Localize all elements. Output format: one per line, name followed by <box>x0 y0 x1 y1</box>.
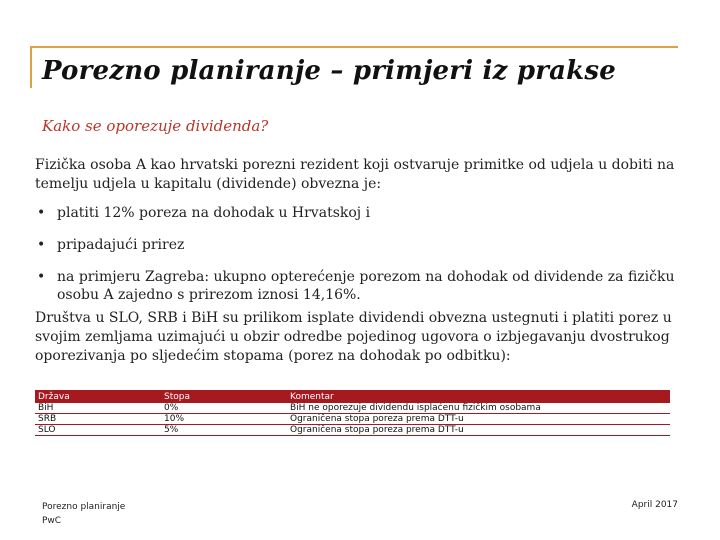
table-row <box>35 403 670 414</box>
list-item <box>35 236 685 254</box>
table-header-row <box>35 390 670 403</box>
table-cell: BiH ne oporezuje dividendu isplaćenu fizičkim osobama <box>287 403 670 414</box>
footer-source <box>42 500 125 528</box>
header-rule-side <box>30 46 32 88</box>
header-rule <box>30 46 678 48</box>
bullet-icon: • <box>37 237 46 253</box>
footer-company: PwC <box>42 516 62 526</box>
table-cell: 5% <box>161 425 287 436</box>
bullet-icon: • <box>37 205 46 221</box>
column-header-country: Država <box>35 390 161 403</box>
dividend-rates-table <box>35 390 670 436</box>
obligation-list <box>35 204 685 318</box>
intro-paragraph: Fizička osoba A kao hrvatski porezni rezident koji ostvaruje primitke od udjela u dobiti na temelju udjela u kapitalu (dividende) obvezna je: <box>35 157 675 192</box>
list-item <box>35 268 685 304</box>
column-header-comment: Komentar <box>287 390 670 403</box>
companies-paragraph: Društva u SLO, SRB i BiH su prilikom isplate dividendi obvezna ustegnuti i platiti porez u svojim zemljama uzimajući u obzir odredbe pojedinog ugovora o izbjegavanju dvostrukog oporezivanja po sljedećim stopama (porez na dohodak po odbitku): <box>35 310 672 364</box>
page-title: Porezno planiranje – primjeri iz prakse <box>42 56 616 86</box>
table-cell: SLO <box>35 425 161 436</box>
table-cell: 0% <box>161 403 287 414</box>
bullet-icon: • <box>37 269 46 285</box>
table-cell: 10% <box>161 414 287 425</box>
table-row <box>35 414 670 425</box>
table-cell: Ograničena stopa poreza prema DTT-u <box>287 425 670 436</box>
column-header-rate: Stopa <box>161 390 287 403</box>
list-item-text: pripadajući prirez <box>57 237 185 253</box>
table-row <box>35 425 670 436</box>
table-cell: Ograničena stopa poreza prema DTT-u <box>287 414 670 425</box>
table-cell: BiH <box>35 403 161 414</box>
footer-topic: Porezno planiranje <box>42 502 126 512</box>
table-cell: SRB <box>35 414 161 425</box>
list-item-text: na primjeru Zagreba: ukupno opterećenje porezom na dohodak od dividende za fizičku osobu A zajedno s prirezom iznosi 14,16%. <box>57 269 675 303</box>
list-item-text: platiti 12% poreza na dohodak u Hrvatskoj i <box>57 205 371 221</box>
list-item <box>35 204 685 222</box>
footer-date: April 2017 <box>631 500 678 510</box>
section-subtitle: Kako se oporezuje dividenda? <box>42 117 269 135</box>
